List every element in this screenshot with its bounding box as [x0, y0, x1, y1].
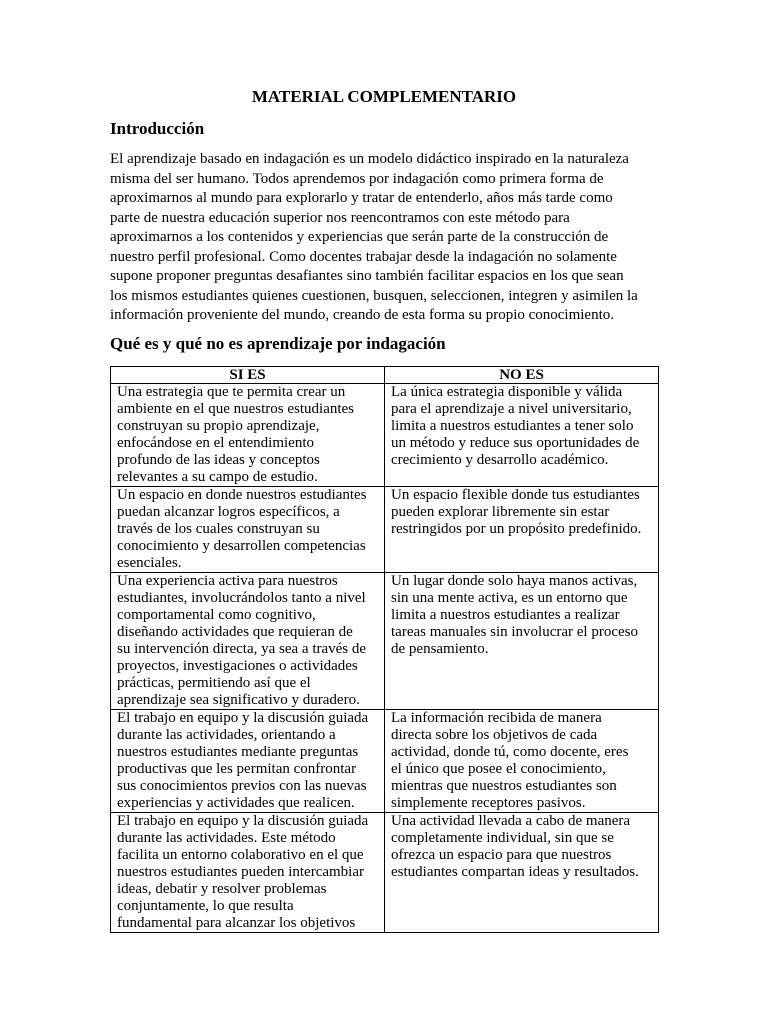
intro-line: El aprendizaje basado en indagación es un modelo didáctico inspirado en la naturaleza [110, 151, 629, 167]
cell-no-es [385, 573, 659, 710]
cell-line: sin una mente activa, es un entorno que [391, 590, 628, 606]
cell-line: El trabajo en equipo y la discusión guiada [117, 710, 369, 726]
cell-line: esenciales. [117, 555, 182, 571]
comparison-table [110, 366, 659, 933]
intro-line: aproximarnos al mundo para explorarlo y tratar de entenderlo, años más tarde como [110, 190, 613, 206]
cell-line: Un espacio flexible donde tus estudiantes [391, 487, 640, 503]
intro-line: nuestro perfil profesional. Como docentes trabajar desde la indagación no solamente [110, 248, 617, 265]
cell-line: facilita un entorno colaborativo en el que [117, 847, 364, 863]
cell-line: limita a nuestros estudiantes a tener solo [391, 418, 634, 434]
table-row [111, 813, 659, 933]
cell-line: Una actividad llevada a cabo de manera [391, 813, 631, 829]
cell-line: estudiantes compartan ideas y resultados. [391, 864, 639, 880]
cell-line: estudiantes, involucrándolos tanto a nivel [117, 590, 366, 606]
cell-line: experiencias y actividades que realicen. [117, 795, 355, 811]
cell-line: construyan su propio aprendizaje, [117, 418, 320, 434]
cell-line: aprendizaje sea significativo y duradero. [117, 692, 360, 708]
cell-line: nuestros estudiantes mediante preguntas [117, 744, 359, 760]
cell-line: ambiente en el que nuestros estudiantes [117, 401, 355, 417]
cell-line: mientras que nuestros estudiantes son [391, 778, 617, 794]
cell-line: relevantes a su campo de estudio. [117, 469, 318, 485]
cell-line: durante las actividades. Este método [117, 830, 336, 846]
cell-line: comportamental como cognitivo, [117, 607, 316, 623]
cell-line: productivas que les permitan confrontar [117, 761, 357, 777]
table-body [111, 384, 659, 933]
cell-line: puedan alcanzar logros específicos, a [117, 504, 340, 520]
cell-line: sus conocimientos previos con las nuevas [117, 778, 367, 794]
document-title: MATERIAL COMPLEMENTARIO [251, 87, 517, 106]
intro-line: información proveniente del mundo, creando de esta forma su propio conocimiento. [110, 307, 615, 323]
table-row [111, 710, 659, 813]
cell-si-es [111, 710, 385, 813]
cell-line: conocimiento y desarrollen competencias [117, 538, 366, 554]
cell-line: actividad, donde tú, como docente, eres [391, 744, 629, 760]
cell-line: fundamental para alcanzar los objetivos [117, 915, 356, 931]
intro-line: los mismos estudiantes quienes cuestionen, busquen, seleccionen, integren y asimilen la [110, 287, 638, 304]
cell-line: La única estrategia disponible y válida [391, 384, 623, 400]
cell-line: prácticas, permitiendo así que el [117, 675, 311, 691]
cell-line: crecimiento y desarrollo académico. [391, 452, 609, 468]
cell-si-es [111, 813, 385, 933]
cell-line: durante las actividades, orientando a [117, 727, 336, 743]
cell-line: de pensamiento. [391, 641, 489, 657]
cell-si-es [111, 384, 385, 487]
intro-paragraph [110, 150, 658, 326]
table-row [111, 573, 659, 710]
cell-line: proyectos, investigaciones o actividades [117, 658, 358, 674]
cell-line: simplemente receptores pasivos. [391, 795, 586, 811]
intro-line: parte de nuestra educación superior nos reencontramos con este método para [110, 209, 570, 226]
cell-line: restringidos por un propósito predefinido. [391, 521, 642, 537]
cell-line: nuestros estudiantes pueden intercambiar [117, 864, 365, 880]
cell-line: su intervención directa, ya sea a través de [117, 641, 367, 657]
table-row [111, 487, 659, 573]
cell-line: el único que posee el conocimiento, [391, 761, 606, 777]
cell-no-es [385, 384, 659, 487]
table-header-row [111, 367, 659, 384]
header-no-es: NO ES [385, 367, 659, 384]
intro-line: supone proponer preguntas desafiantes sino también facilitar espacios en los que sean [110, 268, 624, 284]
table-heading: Qué es y qué no es aprendizaje por indagación [110, 334, 446, 353]
intro-line: aproximarnos a los contenidos y experiencias que serán parte de la construcción de [110, 229, 609, 245]
cell-line: para el aprendizaje a nivel universitario, [391, 401, 632, 417]
cell-line: El trabajo en equipo y la discusión guiada [117, 813, 369, 829]
cell-line: Un lugar donde solo haya manos activas, [391, 573, 638, 589]
cell-line: La información recibida de manera [391, 710, 602, 726]
intro-heading: Introducción [110, 119, 205, 138]
cell-no-es [385, 710, 659, 813]
cell-line: completamente individual, sin que se [391, 830, 614, 846]
cell-line: Un espacio en donde nuestros estudiantes [117, 487, 367, 503]
cell-si-es [111, 573, 385, 710]
cell-line: Una estrategia que te permita crear un [117, 384, 346, 400]
cell-no-es [385, 813, 659, 933]
cell-line: ideas, debatir y resolver problemas [117, 881, 327, 897]
cell-line: limita a nuestros estudiantes a realizar [391, 607, 620, 623]
header-si-es: SI ES [111, 367, 385, 384]
cell-line: profundo de las ideas y conceptos [117, 452, 320, 468]
cell-line: directa sobre los objetivos de cada [391, 727, 598, 743]
cell-line: ofrezca un espacio para que nuestros [391, 847, 612, 863]
cell-line: pueden explorar libremente sin estar [391, 504, 610, 520]
cell-no-es [385, 487, 659, 573]
table-row [111, 384, 659, 487]
cell-line: enfocándose en el entendimiento [117, 435, 315, 451]
cell-line: través de los cuales construyan su [117, 521, 320, 537]
cell-line: un método y reduce sus oportunidades de [391, 435, 640, 451]
cell-line: diseñando actividades que requieran de [117, 624, 353, 640]
cell-line: Una experiencia activa para nuestros [117, 573, 338, 589]
cell-line: tareas manuales sin involucrar el proceso [391, 624, 638, 640]
cell-line: conjuntamente, lo que resulta [117, 898, 294, 914]
intro-line: misma del ser humano. Todos aprendemos por indagación como primera forma de [110, 170, 604, 187]
cell-si-es [111, 487, 385, 573]
